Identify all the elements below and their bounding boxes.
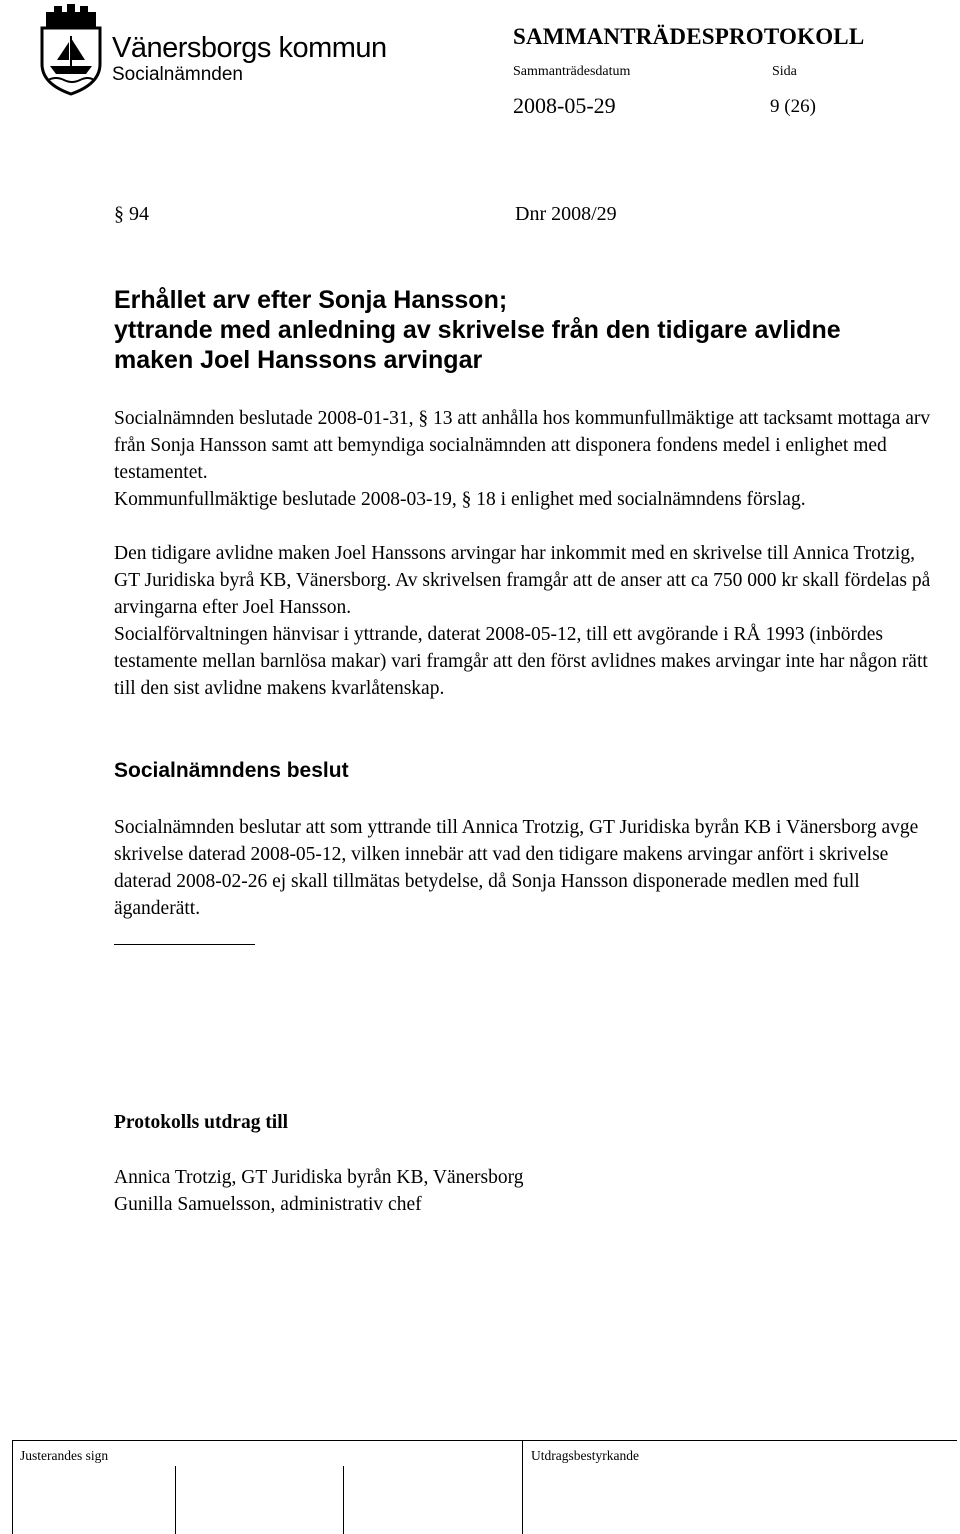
meeting-date: 2008-05-29 xyxy=(513,93,616,118)
footer-divider xyxy=(522,1441,523,1534)
page-label: Sida xyxy=(772,64,797,79)
background-paragraph: Den tidigare avlidne maken Joel Hanssons arvingar har inkommit med en skrivelse till Annica Trotzig, GT Juridiska byrå KB, Vänersborg. Av skrivelsen framgår att de anser att ca 750 000 kr skall fördelas på arvingarna efter Joel Hansson. xyxy=(114,543,931,618)
document-type: SAMMANTRÄDESPROTOKOLL xyxy=(513,24,865,49)
recipient: Gunilla Samuelsson, administrativ chef xyxy=(114,1194,422,1215)
extract-certification-label: Utdragsbestyrkande xyxy=(531,1448,639,1463)
page-number: 9 (26) xyxy=(770,96,816,117)
footer-rule xyxy=(12,1440,957,1441)
case-title-line: Erhållet arv efter Sonja Hansson; xyxy=(114,286,508,314)
signature-label: Justerandes sign xyxy=(20,1448,109,1463)
diary-number: Dnr 2008/29 xyxy=(515,203,617,225)
section-divider xyxy=(114,944,255,945)
department-name: Socialnämnden xyxy=(112,64,243,85)
background-paragraph: Socialnämnden beslutade 2008-01-31, § 13 att anhålla hos kommunfullmäktige att tacksamt mottaga arv från Sonja Hansson samt att bemyndiga socialnämnden att disponera fondens medel i enlighet med testamentet. xyxy=(114,408,931,483)
case-title-line: maken Joel Hanssons arvingar xyxy=(114,346,483,374)
signature-box-divider xyxy=(343,1466,344,1534)
decision-text: Socialnämnden beslutar att som yttrande till Annica Trotzig, GT Juridiska byrån KB i Vänersborg avge skrivelse daterad 2008-05-12, vilken innebär att vad den tidigare makens arvingar anfört i skrivelse daterad 2008-02-26 ej skall tillmätas betydelse, då Sonja Hansson disponerade medlen med full äganderätt. xyxy=(114,817,919,919)
signature-box-divider xyxy=(175,1466,176,1534)
case-title xyxy=(114,285,934,375)
recipient: Annica Trotzig, GT Juridiska byrån KB, Vänersborg xyxy=(114,1167,524,1188)
meeting-date-label: Sammanträdesdatum xyxy=(513,64,631,79)
paragraph-number: § 94 xyxy=(114,203,149,225)
background-paragraph: Kommunfullmäktige beslutade 2008-03-19, § 18 i enlighet med socialnämndens förslag. xyxy=(114,489,806,510)
case-title-line: yttrande med anledning av skrivelse från den tidigare avlidne xyxy=(114,316,841,344)
distribution-list xyxy=(114,1164,934,1218)
municipality-crest-icon xyxy=(38,2,104,96)
footer-divider xyxy=(12,1441,13,1534)
organization-name: Vänersborgs kommun xyxy=(112,32,387,64)
background-paragraph: Socialförvaltningen hänvisar i yttrande, daterat 2008-05-12, till ett avgörande i RÅ 1993 (inbördes testamente mellan barnlösa makar) vari framgår att den först avlidnes makes arvingar inte har någon rätt till den sist avlidne makens kvarlåtenskap. xyxy=(114,624,928,699)
distribution-heading: Protokolls utdrag till xyxy=(114,1112,289,1133)
decision-heading: Socialnämndens beslut xyxy=(114,759,349,782)
